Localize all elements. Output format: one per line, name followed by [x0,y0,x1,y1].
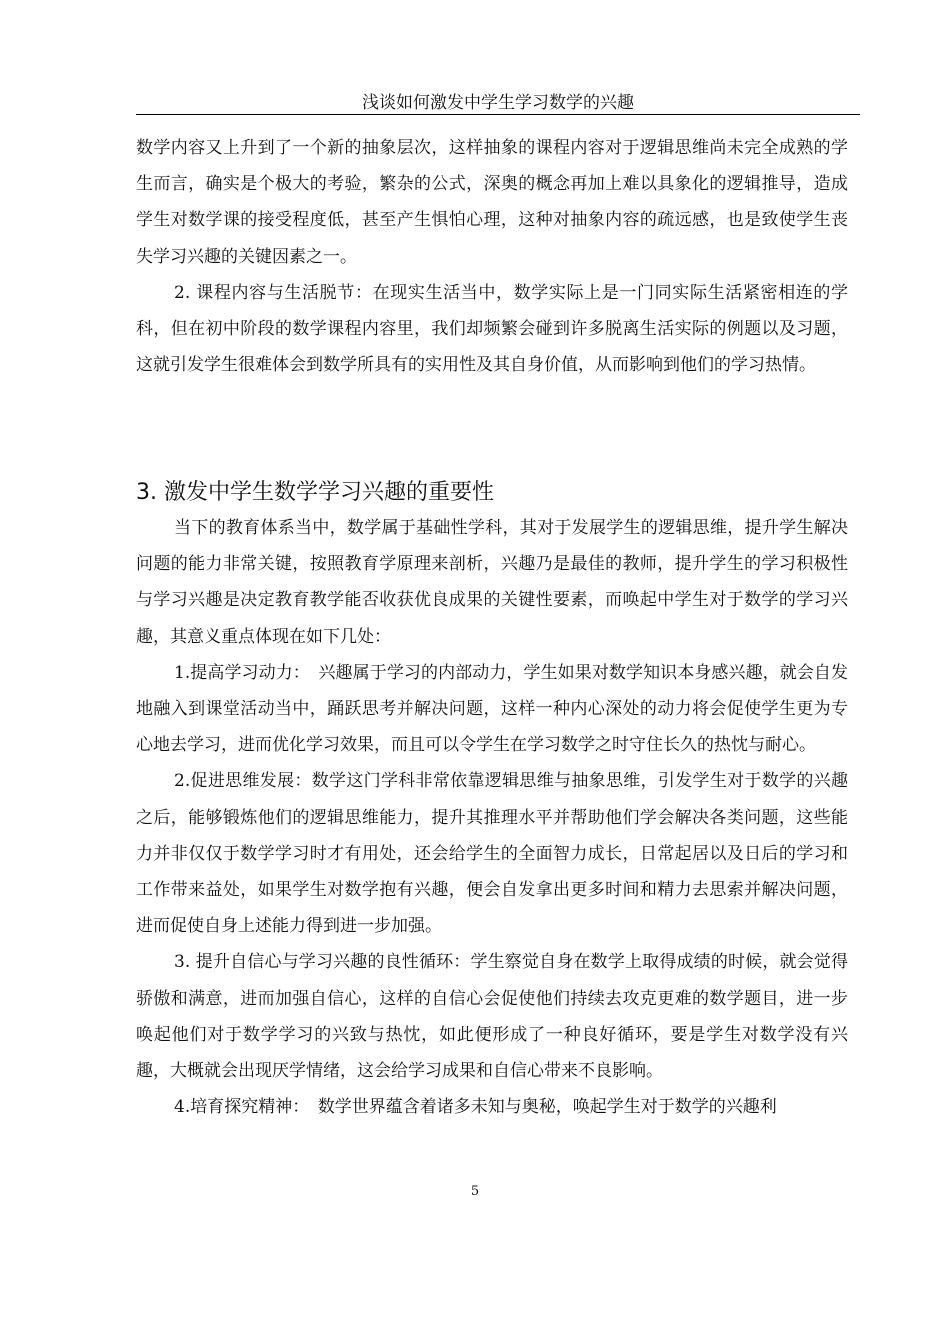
list-item-exploration: 4.培育探究精神： 数学世界蕴含着诸多未知与奥秘，唤起学生对于数学的兴趣利 [174,1097,777,1118]
list-item-confidence: 3. 提升自信心与学习兴趣的良性循环：学生察觉自身在数学上取得成绩的时候，就会觉得骄傲和满意，进而加强自信心，这样的自信心会促使他们持续去攻克更难的数学题目，进一步唤起他们对于数学学习的兴致与热忱，如此便形成了一种良好循环，要是学生对数学没有兴趣，大概就会出现厌学情绪，这会给学习成果和自信心带来不良影响。 [136,952,848,1082]
section-heading: 3. 激发中学生数学学习兴趣的重要性 [136,480,494,505]
paragraph-continued: 数学内容又上升到了一个新的抽象层次，这样抽象的课程内容对于逻辑思维尚未完全成熟的学生而言，确实是个极大的考验，繁杂的公式，深奥的概念再加上难以具象化的逻辑推导，造成学生对数学课的接受程度低，甚至产生惧怕心理，这种对抽象内容的疏远感，也是致使学生丧失学习兴趣的关键因素之一。 [136,138,848,267]
section-intro-paragraph: 当下的教育体系当中，数学属于基础性学科，其对于发展学生的逻辑思维，提升学生解决问题的能力非常关键，按照教育学原理来剖析，兴趣乃是最佳的教师，提升学生的学习积极性与学习兴趣是决定教育教学能否收获优良成果的关键性要素，而唤起中学生对于数学的学习兴趣，其意义重点体现在如下几处： [136,518,848,647]
paragraph-course-content: 2. 课程内容与生活脱节：在现实生活当中，数学实际上是一门同实际生活紧密相连的学科，但在初中阶段的数学课程内容里，我们却频繁会碰到许多脱离生活实际的例题以及习题，这就引发学生很难体会到数学所具有的实用性及其自身价值，从而影响到他们的学习热情。 [136,282,848,376]
list-item-thinking: 2.促进思维发展：数学这门学科非常依靠逻辑思维与抽象思维，引发学生对于数学的兴趣之后，能够锻炼他们的逻辑思维能力，提升其推理水平并帮助他们学会解决各类问题，这些能力并非仅仅于数学学习时才有用处，还会给学生的全面智力成长，日常起居以及日后的学习和工作带来益处，如果学生对数学抱有兴趣，便会自发拿出更多时间和精力去思索并解决问题，进而促使自身上述能力得到进一步加强。 [136,771,848,937]
body-block-1 [136,130,848,383]
header-divider [136,114,860,115]
running-header-title: 浅谈如何激发中学生学习数学的兴趣 [362,93,634,113]
body-block-2 [136,510,848,1125]
page-number: 5 [470,1184,480,1199]
list-item-motivation: 1.提高学习动力： 兴趣属于学习的内部动力，学生如果对数学知识本身感兴趣，就会自发地融入到课堂活动当中，踊跃思考并解决问题，这样一种内心深处的动力将会促使学生更为专心地去学习，进而优化学习效果，而且可以令学生在学习数学之时守住长久的热忱与耐心。 [136,662,848,756]
